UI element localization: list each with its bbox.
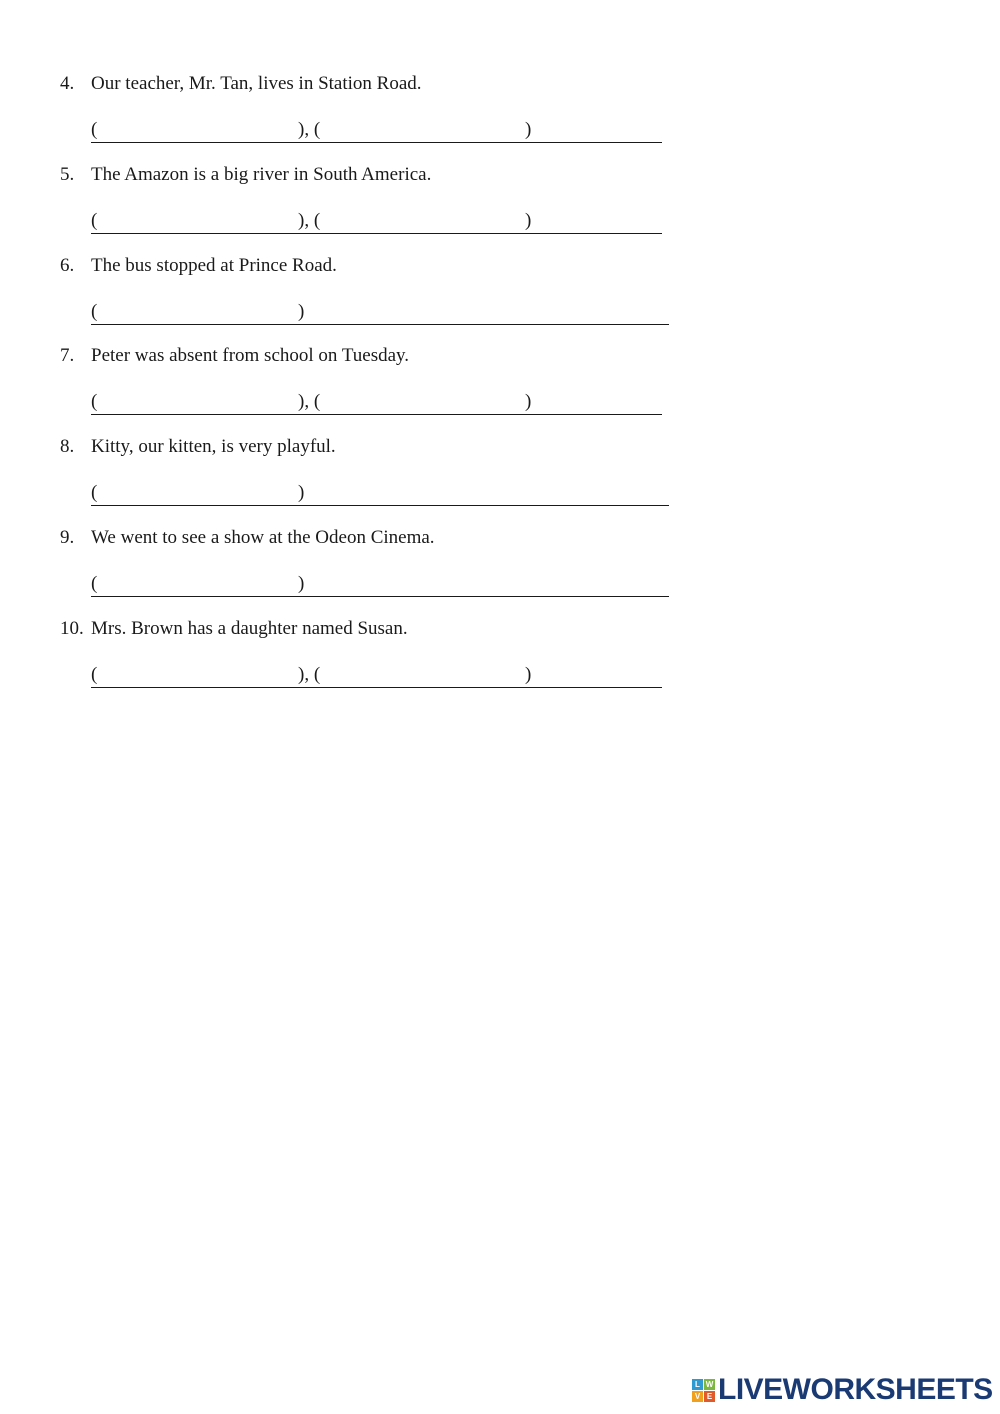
separator: ), ( [298,391,321,412]
question-number: 4. [60,73,75,94]
question-sentence: The bus stopped at Prince Road. [91,255,337,276]
close-paren: ) [525,119,532,140]
question-text [60,526,435,550]
answer-line [91,118,662,143]
answer-line [91,390,662,415]
answer-line [91,663,662,688]
logo-icon [692,1379,715,1402]
answer-blank-1[interactable] [97,663,301,685]
close-paren: ) [525,210,532,231]
answer-blank-2[interactable] [325,390,532,412]
question-text [60,617,408,641]
question-9 [0,526,1000,617]
question-number: 5. [60,164,75,185]
close-paren: ) [298,482,305,503]
question-text [60,344,409,368]
close-paren: ) [298,301,305,322]
question-sentence: Peter was absent from school on Tuesday. [91,345,410,366]
question-sentence: The Amazon is a big river in South America. [91,164,432,185]
question-text [60,435,336,459]
question-number: 10. [60,618,84,639]
question-number: 6. [60,255,75,276]
open-paren: ( [91,301,98,322]
question-text [60,72,422,96]
answer-line [91,300,669,325]
question-10 [0,617,1000,708]
logo-square-l: L [692,1379,703,1390]
liveworksheets-logo [692,1374,993,1406]
open-paren: ( [91,210,98,231]
question-number: 9. [60,527,75,548]
question-number: 8. [60,436,75,457]
answer-line [91,572,669,597]
answer-blank-1[interactable] [97,481,301,503]
question-sentence: We went to see a show at the Odeon Cinema. [91,527,435,548]
answer-blank-1[interactable] [97,118,301,140]
answer-blank-1[interactable] [97,572,301,594]
open-paren: ( [91,119,98,140]
question-8 [0,435,1000,526]
question-7 [0,344,1000,435]
question-sentence: Our teacher, Mr. Tan, lives in Station Road. [91,73,422,94]
question-sentence: Kitty, our kitten, is very playful. [91,436,336,457]
question-sentence: Mrs. Brown has a daughter named Susan. [91,618,408,639]
answer-blank-2[interactable] [325,209,532,231]
logo-text: LIVEWORKSHEETS [718,1373,993,1406]
logo-square-v: V [692,1391,703,1402]
logo-square-e: E [704,1391,715,1402]
answer-blank-2[interactable] [325,663,532,685]
question-text [60,254,337,278]
answer-blank-2[interactable] [325,118,532,140]
question-5 [0,163,1000,254]
question-4 [0,72,1000,163]
answer-blank-1[interactable] [97,390,301,412]
separator: ), ( [298,119,321,140]
answer-line [91,481,669,506]
close-paren: ) [525,664,532,685]
open-paren: ( [91,664,98,685]
open-paren: ( [91,391,98,412]
open-paren: ( [91,482,98,503]
close-paren: ) [525,391,532,412]
question-6 [0,254,1000,345]
close-paren: ) [298,573,305,594]
separator: ), ( [298,210,321,231]
answer-line [91,209,662,234]
logo-square-w: W [705,1379,714,1389]
open-paren: ( [91,573,98,594]
separator: ), ( [298,664,321,685]
answer-blank-1[interactable] [97,300,301,322]
answer-blank-1[interactable] [97,209,301,231]
question-number: 7. [60,345,75,366]
question-text [60,163,431,187]
